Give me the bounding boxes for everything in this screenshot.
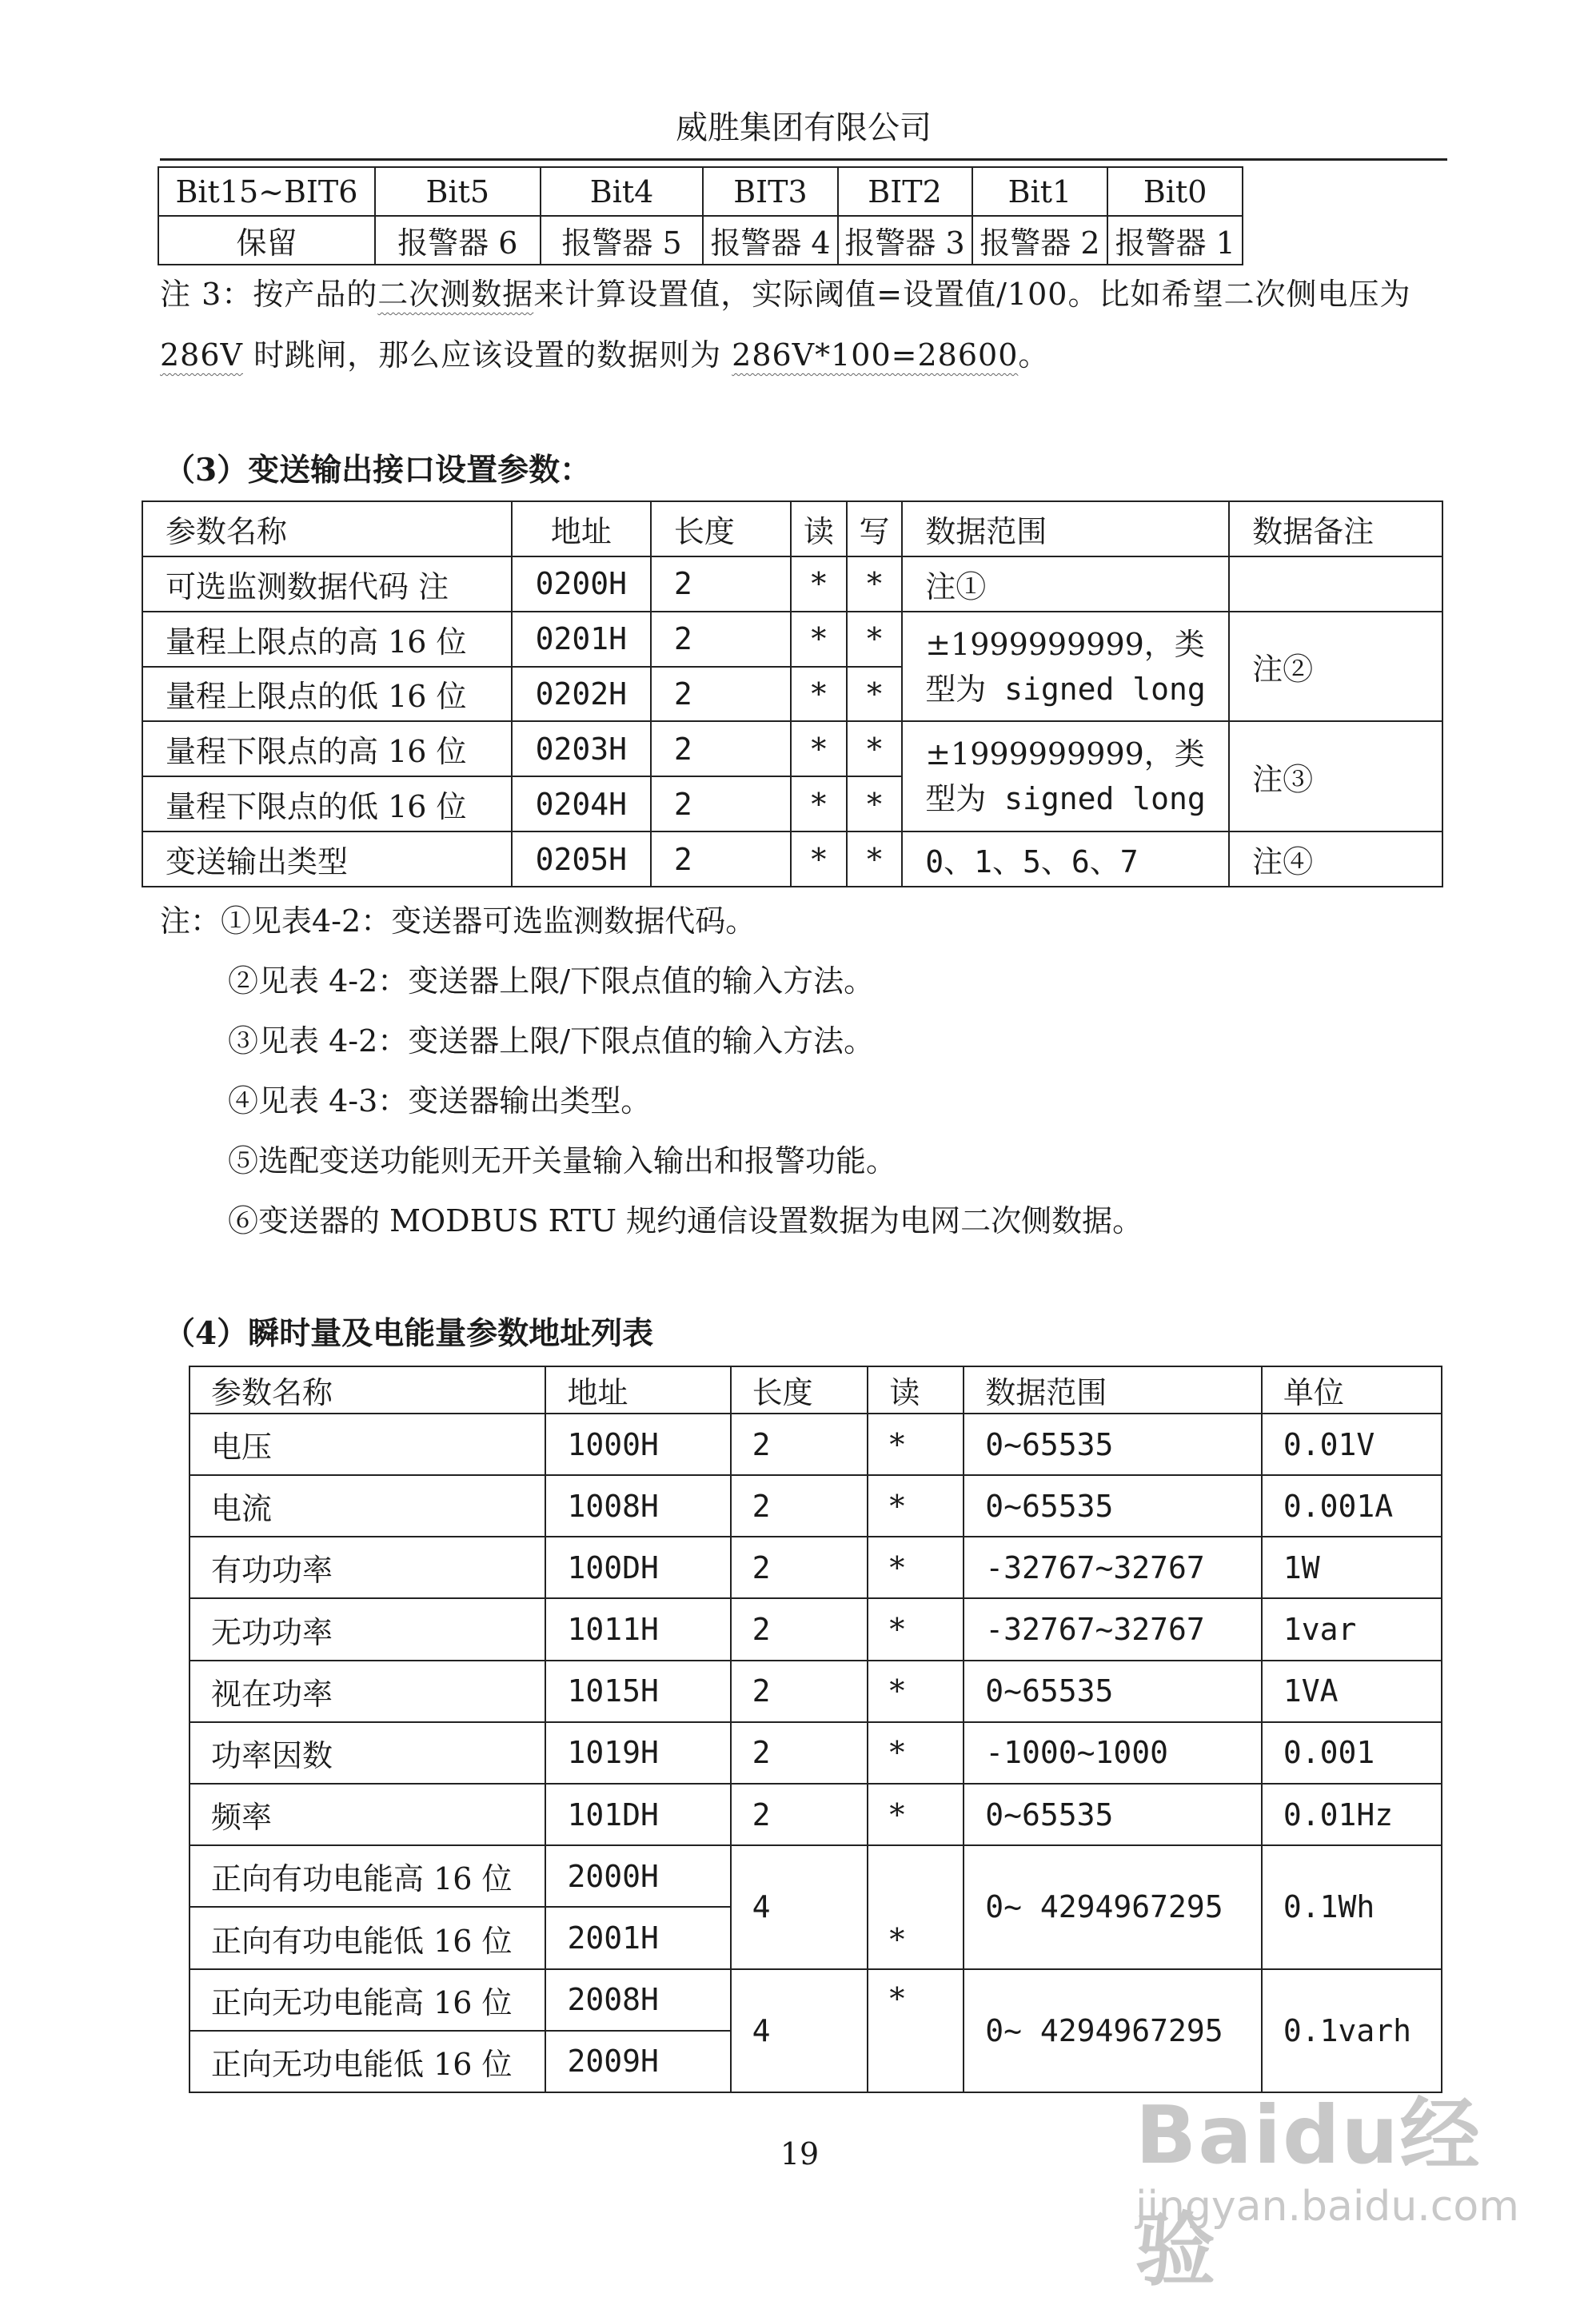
range-cell: 0~ 4294967295 <box>964 1969 1262 2092</box>
alarm-value-cell: 保留 <box>158 216 375 265</box>
address-cell: 0200H <box>512 556 651 612</box>
remark-cell <box>1229 556 1442 612</box>
watermark-brand: Baidu经验 <box>1135 2088 1482 2297</box>
length-cell: 2 <box>651 721 791 776</box>
address-cell: 1008H <box>545 1475 730 1537</box>
param-name-cell: 电压 <box>190 1414 545 1475</box>
write-cell: * <box>847 776 903 831</box>
range-line: ±1999999999，类 <box>925 736 1205 772</box>
alarm-value-cell: 报警器 6 <box>375 216 541 265</box>
note-item: ③见表 4-2：变送器上限/下限点值的输入方法。 <box>228 1023 875 1059</box>
length-cell: 2 <box>731 1598 868 1660</box>
param-name-cell: 可选监测数据代码 注 <box>142 556 512 612</box>
header-cell: 数据范围 <box>964 1366 1262 1414</box>
read-cell: * <box>791 556 847 612</box>
read-cell: * <box>868 1845 964 1968</box>
instant-energy-table <box>189 1366 1442 2093</box>
range-cell: -32767~32767 <box>964 1598 1262 1660</box>
alarm-bit-table <box>158 166 1243 265</box>
note-3-wavy-text: 二次测数据 <box>377 277 534 312</box>
param-name-cell: 变送输出类型 <box>142 831 512 887</box>
address-cell: 0201H <box>512 612 651 667</box>
note-item: ④见表 4-3：变送器输出类型。 <box>228 1083 652 1119</box>
range-cell <box>902 612 1229 722</box>
table-row <box>142 721 1442 776</box>
table-row <box>190 1969 1442 2031</box>
alarm-bit-cell: Bit4 <box>541 167 704 216</box>
read-cell: * <box>868 1598 964 1660</box>
param-name-cell: 正向有功电能高 16 位 <box>190 1845 545 1907</box>
param-name-cell: 正向有功电能低 16 位 <box>190 1907 545 1968</box>
length-cell: 2 <box>651 831 791 887</box>
read-cell: * <box>868 1475 964 1537</box>
length-cell: 2 <box>651 612 791 667</box>
read-cell: * <box>791 776 847 831</box>
read-cell: * <box>791 721 847 776</box>
range-cell: -1000~1000 <box>964 1722 1262 1784</box>
header-cell: 参数名称 <box>142 501 512 556</box>
range-cell: 0~65535 <box>964 1475 1262 1537</box>
address-cell: 0204H <box>512 776 651 831</box>
table-row <box>142 556 1442 612</box>
transmitter-settings-table <box>142 500 1443 887</box>
alarm-bit-cell: Bit0 <box>1107 167 1243 216</box>
table-row <box>190 1784 1442 1845</box>
section-4-title: （4）瞬时量及电能量参数地址列表 <box>164 1315 654 1352</box>
header-cell: 读 <box>868 1366 964 1414</box>
param-name-cell: 量程下限点的低 16 位 <box>142 776 512 831</box>
address-cell: 0202H <box>512 667 651 722</box>
note-3-wavy-text: 286V <box>160 337 243 373</box>
notes-list <box>160 891 1439 1251</box>
note-3-wavy-text: 286V*100=28600 <box>732 337 1019 373</box>
header-cell: 读 <box>791 501 847 556</box>
alarm-value-cell: 报警器 4 <box>703 216 837 265</box>
address-cell: 1015H <box>545 1661 730 1722</box>
read-cell: * <box>791 667 847 722</box>
param-name-cell: 频率 <box>190 1784 545 1845</box>
header-rule <box>160 158 1447 161</box>
alarm-value-cell: 报警器 5 <box>541 216 704 265</box>
note-item: ②见表 4-2：变送器上限/下限点值的输入方法。 <box>228 963 875 999</box>
read-cell: * <box>868 1537 964 1598</box>
length-cell: 2 <box>731 1537 868 1598</box>
address-cell: 2008H <box>545 1969 730 2031</box>
table-row <box>142 612 1442 667</box>
header-cell: 参数名称 <box>190 1366 545 1414</box>
header-cell: 地址 <box>545 1366 730 1414</box>
range-cell: -32767~32767 <box>964 1537 1262 1598</box>
alarm-value-cell: 报警器 1 <box>1107 216 1243 265</box>
length-cell: 2 <box>731 1784 868 1845</box>
unit-cell: 1VA <box>1262 1661 1442 1722</box>
alarm-bit-cell: BIT2 <box>838 167 972 216</box>
section-3-title: （3）变送输出接口设置参数： <box>164 452 592 489</box>
range-cell: 0、1、5、6、7 <box>902 831 1229 887</box>
param-name-cell: 电流 <box>190 1475 545 1537</box>
unit-cell: 0.01Hz <box>1262 1784 1442 1845</box>
header-cell: 地址 <box>512 501 651 556</box>
length-cell: 2 <box>731 1722 868 1784</box>
address-cell: 2000H <box>545 1845 730 1907</box>
alarm-value-cell: 报警器 3 <box>838 216 972 265</box>
remark-cell: 注③ <box>1229 721 1442 831</box>
length-cell: 2 <box>651 556 791 612</box>
range-line: 型为 signed long <box>925 781 1206 817</box>
alarm-bit-header-row <box>158 167 1243 216</box>
range-cell <box>902 721 1229 831</box>
length-cell: 2 <box>731 1475 868 1537</box>
read-cell: * <box>868 1969 964 2092</box>
address-cell: 101DH <box>545 1784 730 1845</box>
length-cell: 2 <box>731 1414 868 1475</box>
header-cell: 单位 <box>1262 1366 1442 1414</box>
read-cell: * <box>791 612 847 667</box>
table-row <box>142 831 1442 887</box>
write-cell: * <box>847 831 903 887</box>
length-cell: 4 <box>731 1845 868 1968</box>
write-cell: * <box>847 667 903 722</box>
address-cell: 0205H <box>512 831 651 887</box>
param-name-cell: 量程下限点的高 16 位 <box>142 721 512 776</box>
table-row <box>190 1598 1442 1660</box>
alarm-value-row <box>158 216 1243 265</box>
table-row <box>190 1475 1442 1537</box>
note-item: 注：①见表4-2：变送器可选监测数据代码。 <box>160 903 756 939</box>
note-3-text: 来计算设置值，实际阈值=设置值/100。比如希望二次侧电压为 <box>533 277 1411 312</box>
address-cell: 1019H <box>545 1722 730 1784</box>
read-cell: * <box>868 1722 964 1784</box>
address-cell: 2009H <box>545 2031 730 2092</box>
write-cell: * <box>847 721 903 776</box>
table-header-row <box>190 1366 1442 1414</box>
note-3-paragraph <box>160 264 1423 385</box>
param-name-cell: 量程上限点的低 16 位 <box>142 667 512 722</box>
unit-cell: 0.001 <box>1262 1722 1442 1784</box>
table-row <box>190 1414 1442 1475</box>
alarm-bit-cell: Bit15~BIT6 <box>158 167 375 216</box>
range-cell: 0~65535 <box>964 1661 1262 1722</box>
table-row <box>190 1661 1442 1722</box>
address-cell: 1000H <box>545 1414 730 1475</box>
page-header: 威胜集团有限公司 <box>676 110 932 146</box>
length-cell: 2 <box>651 667 791 722</box>
unit-cell: 0.1varh <box>1262 1969 1442 2092</box>
header-cell: 长度 <box>731 1366 868 1414</box>
unit-cell: 1W <box>1262 1537 1442 1598</box>
read-cell: * <box>791 831 847 887</box>
table-row <box>190 1537 1442 1598</box>
param-name-cell: 功率因数 <box>190 1722 545 1784</box>
note-3-text: 时跳闸，那么应该设置的数据则为 <box>242 337 732 373</box>
param-name-cell: 量程上限点的高 16 位 <box>142 612 512 667</box>
note-item: ⑥变送器的 MODBUS RTU 规约通信设置数据为电网二次侧数据。 <box>228 1203 1143 1238</box>
address-cell: 2001H <box>545 1907 730 1968</box>
length-cell: 2 <box>731 1661 868 1722</box>
range-cell: 0~65535 <box>964 1414 1262 1475</box>
address-cell: 1011H <box>545 1598 730 1660</box>
range-line: 型为 signed long <box>925 671 1206 707</box>
watermark-url: jingyan.baidu.com <box>1135 2183 1519 2231</box>
alarm-bit-cell: Bit1 <box>972 167 1108 216</box>
note-3-text: 。 <box>1018 337 1050 373</box>
param-name-cell: 有功功率 <box>190 1537 545 1598</box>
unit-cell: 0.1Wh <box>1262 1845 1442 1968</box>
param-name-cell: 正向无功电能低 16 位 <box>190 2031 545 2092</box>
read-cell: * <box>868 1661 964 1722</box>
alarm-bit-cell: BIT3 <box>703 167 837 216</box>
address-cell: 100DH <box>545 1537 730 1598</box>
note-item: ⑤选配变送功能则无开关量输入输出和报警功能。 <box>228 1143 897 1178</box>
read-cell: * <box>868 1784 964 1845</box>
note-3-text: 注 3：按产品的 <box>160 277 378 312</box>
header-cell: 数据备注 <box>1229 501 1442 556</box>
read-cell: * <box>868 1414 964 1475</box>
table-row <box>190 1722 1442 1784</box>
header-cell: 数据范围 <box>902 501 1229 556</box>
range-cell: 注① <box>902 556 1229 612</box>
write-cell: * <box>847 612 903 667</box>
length-cell: 4 <box>731 1969 868 2092</box>
alarm-bit-cell: Bit5 <box>375 167 541 216</box>
table-row <box>190 1845 1442 1907</box>
unit-cell: 0.01V <box>1262 1414 1442 1475</box>
header-cell: 长度 <box>651 501 791 556</box>
remark-cell: 注② <box>1229 612 1442 722</box>
range-line: ±1999999999，类 <box>925 626 1205 662</box>
param-name-cell: 无功功率 <box>190 1598 545 1660</box>
range-cell: 0~65535 <box>964 1784 1262 1845</box>
param-name-cell: 视在功率 <box>190 1661 545 1722</box>
length-cell: 2 <box>651 776 791 831</box>
alarm-value-cell: 报警器 2 <box>972 216 1108 265</box>
baidu-watermark <box>1135 2063 1551 2297</box>
table-header-row <box>142 501 1442 556</box>
write-cell: * <box>847 556 903 612</box>
unit-cell: 1var <box>1262 1598 1442 1660</box>
page-number: 19 <box>780 2136 820 2171</box>
remark-cell: 注④ <box>1229 831 1442 887</box>
address-cell: 0203H <box>512 721 651 776</box>
header-cell: 写 <box>847 501 903 556</box>
unit-cell: 0.001A <box>1262 1475 1442 1537</box>
param-name-cell: 正向无功电能高 16 位 <box>190 1969 545 2031</box>
range-cell: 0~ 4294967295 <box>964 1845 1262 1968</box>
